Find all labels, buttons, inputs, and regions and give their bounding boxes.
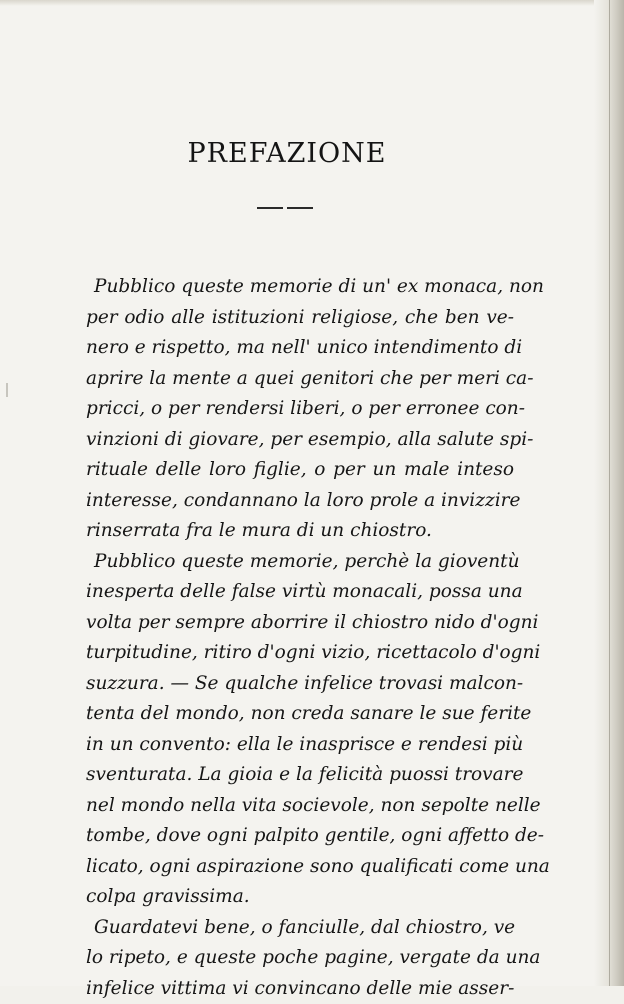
text-line: nero e rispetto, ma nell' unico intendimento di: [86, 333, 514, 364]
text-line: pricci, o per rendersi liberi, o per erronee con-: [86, 394, 514, 425]
title-divider-gap: [283, 206, 287, 210]
text-line: Pubblico queste memorie, perchè la gioventù: [86, 547, 514, 578]
margin-mark: [6, 383, 8, 397]
text-line: Pubblico queste memorie di un' ex monaca, non: [86, 272, 514, 303]
text-line: inesperta delle false virtù monacali, possa una: [86, 577, 514, 608]
text-line: aprire la mente a quei genitori che per meri ca-: [86, 364, 514, 395]
text-line: Guardatevi bene, o fanciulle, dal chiostro, ve: [86, 913, 514, 944]
page-top-edge: [0, 0, 624, 6]
text-line: interesse, condannano la loro prole a invizzire: [86, 486, 514, 517]
text-line: tenta del mondo, non creda sanare le sue ferite: [86, 699, 514, 730]
text-line: licato, ogni aspirazione sono qualificati come una: [86, 852, 514, 883]
text-line: vinzioni di giovare, per esempio, alla salute spi-: [86, 425, 514, 456]
text-line: per odio alle istituzioni religiose, che ben ve-: [86, 303, 514, 334]
page-fold-line: [609, 0, 610, 986]
text-line: infelice vittima vi convincano delle mie asser-: [86, 974, 514, 1004]
text-line: turpitudine, ritiro d'ogni vizio, ricettacolo d'ogni: [86, 638, 514, 669]
text-line: rituale delle loro figlie, o per un male inteso: [86, 455, 514, 486]
text-line: lo ripeto, e queste poche pagine, vergate da una: [86, 943, 514, 974]
text-line: volta per sempre aborrire il chiostro nido d'ogni: [86, 608, 514, 639]
text-line: tombe, dove ogni palpito gentile, ogni affetto de-: [86, 821, 514, 852]
text-line: rinserrata fra le mura di un chiostro.: [86, 516, 514, 547]
text-line: nel mondo nella vita socievole, non sepolte nelle: [86, 791, 514, 822]
text-line: sventurata. La gioia e la felicità puossi trovare: [86, 760, 514, 791]
text-line: suzzura. — Se qualche infelice trovasi malcon-: [86, 669, 514, 700]
page-title: PREFAZIONE: [0, 138, 574, 169]
text-line: colpa gravissima.: [86, 882, 514, 913]
text-line: in un convento: ella le inasprisce e rendesi più: [86, 730, 514, 761]
body-text: [86, 272, 514, 1004]
